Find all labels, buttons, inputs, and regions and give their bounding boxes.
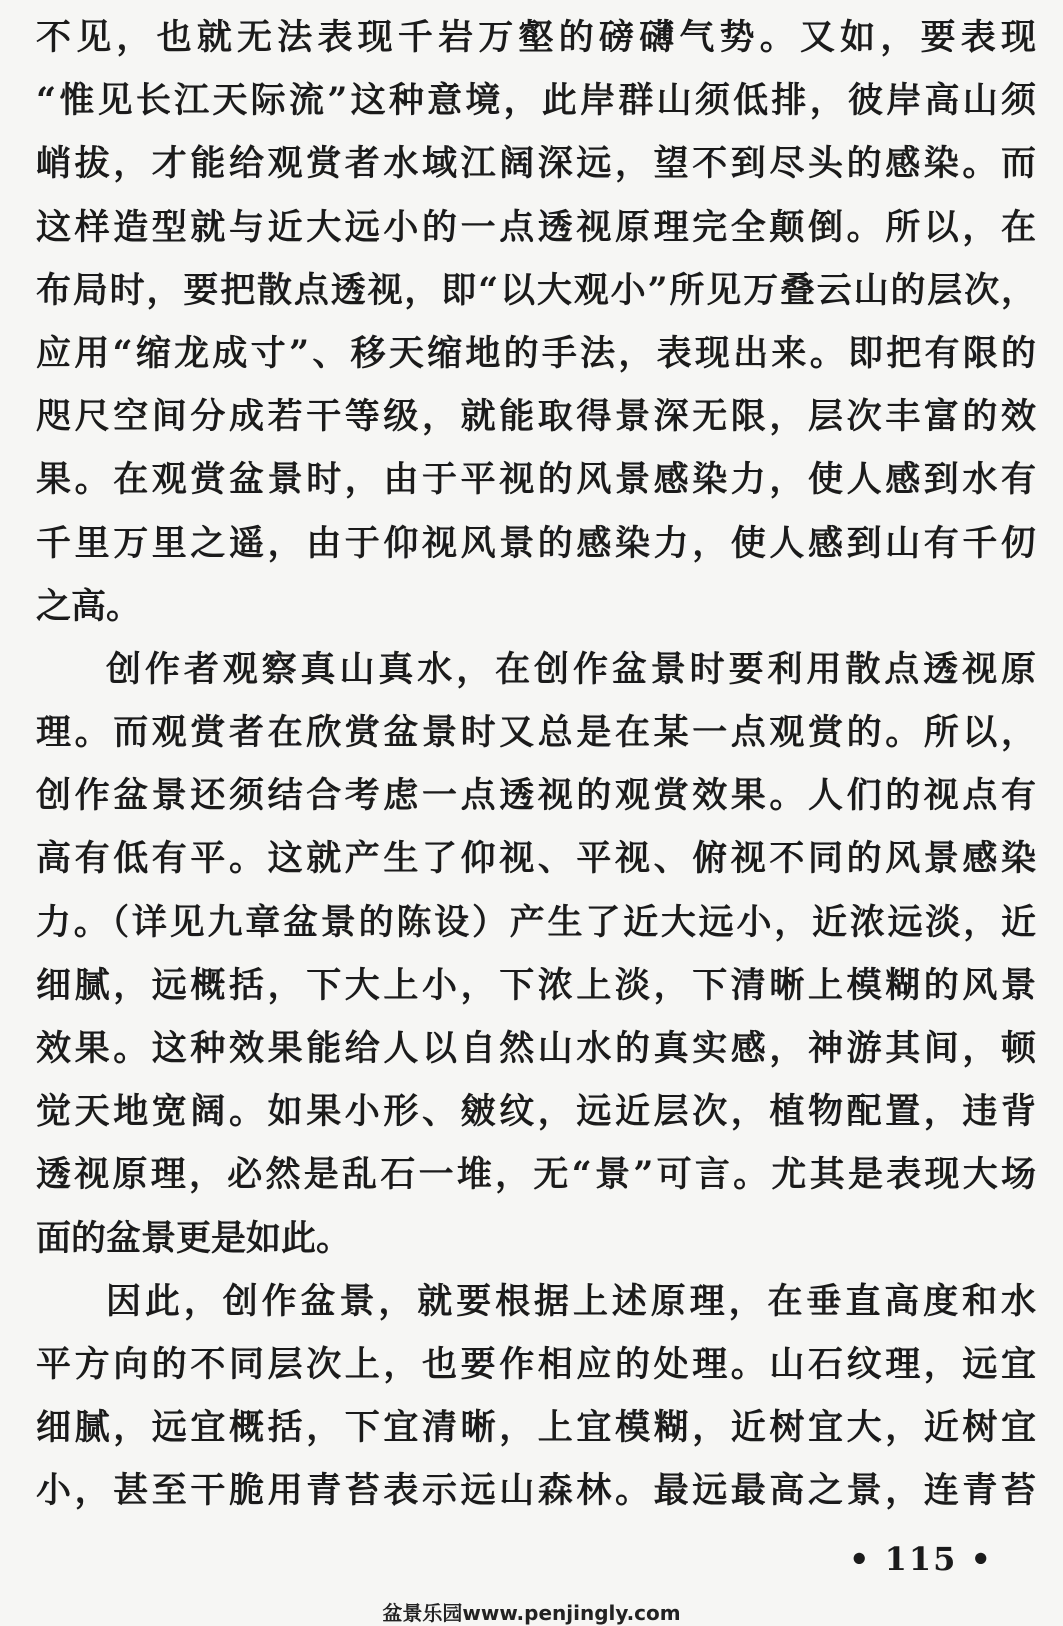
text-line: 理。而观赏者在欣赏盆景时又总是在某一点观赏的。所以， <box>36 712 1036 754</box>
text-line: 效果。这种效果能给人以自然山水的真实感，神游其间，顿 <box>36 1028 1036 1069</box>
text-line: 千里万里之遥，由于仰视风景的感染力，使人感到山有千仞 <box>36 522 1036 564</box>
text-line: 创作者观察真山真水，在创作盆景时要利用散点透视原 <box>106 648 1036 690</box>
text-line: 应用“缩龙成寸”、移天缩地的手法，表现出来。即把有限的 <box>36 332 1036 374</box>
text-line: 小，甚至干脆用青苔表示远山森林。最远最高之景，连青苔 <box>36 1470 1036 1512</box>
site-watermark: 盆景乐园www.penjingly.com <box>382 1601 681 1625</box>
text-line: 创作盆景还须结合考虑一点透视的观赏效果。人们的视点有 <box>36 775 1036 817</box>
text-line: 峭拔，才能给观赏者水域江阔深远，望不到尽头的感染。而 <box>36 143 1036 185</box>
text-line: 因此，创作盆景，就要根据上述原理，在垂直高度和水 <box>106 1280 1036 1322</box>
text-line: 面的盆景更是如此。 <box>36 1217 352 1259</box>
text-line: 细腻，远宜概括，下宜清晰，上宜模糊，近树宜大，近树宜 <box>36 1407 1036 1449</box>
text-line: 布局时，要把散点透视，即“以大观小”所见万叠云山的层次， <box>36 269 1036 311</box>
text-line: 透视原理，必然是乱石一堆，无“景”可言。尤其是表现大场 <box>36 1154 1036 1196</box>
text-line: 力。（详见九章盆景的陈设）产生了近大远小，近浓远淡，近 <box>36 901 1036 943</box>
page-number: • 115 • <box>849 1540 993 1578</box>
text-line: “惟见长江天际流”这种意境，此岸群山须低排，彼岸高山须 <box>36 80 1036 122</box>
text-line: 咫尺空间分成若干等级，就能取得景深无限，层次丰富的效 <box>36 396 1036 438</box>
text-line: 平方向的不同层次上，也要作相应的处理。山石纹理，远宜 <box>36 1343 1036 1385</box>
text-line: 觉天地宽阔。如果小形、皴纹，远近层次，植物配置，违背 <box>36 1091 1036 1133</box>
text-line: 这样造型就与近大远小的一点透视原理完全颠倒。所以，在 <box>36 206 1036 248</box>
text-line: 之高。 <box>36 585 142 627</box>
text-line: 不见，也就无法表现千岩万壑的磅礴气势。又如，要表现 <box>36 17 1036 58</box>
body-text <box>36 6 1036 1523</box>
text-line: 高有低有平。这就产生了仰视、平视、俯视不同的风景感染 <box>36 838 1036 880</box>
text-line: 果。在观赏盆景时，由于平视的风景感染力，使人感到水有 <box>36 459 1036 501</box>
text-line: 细腻，远概括，下大上小，下浓上淡，下清晰上模糊的风景 <box>36 964 1036 1006</box>
